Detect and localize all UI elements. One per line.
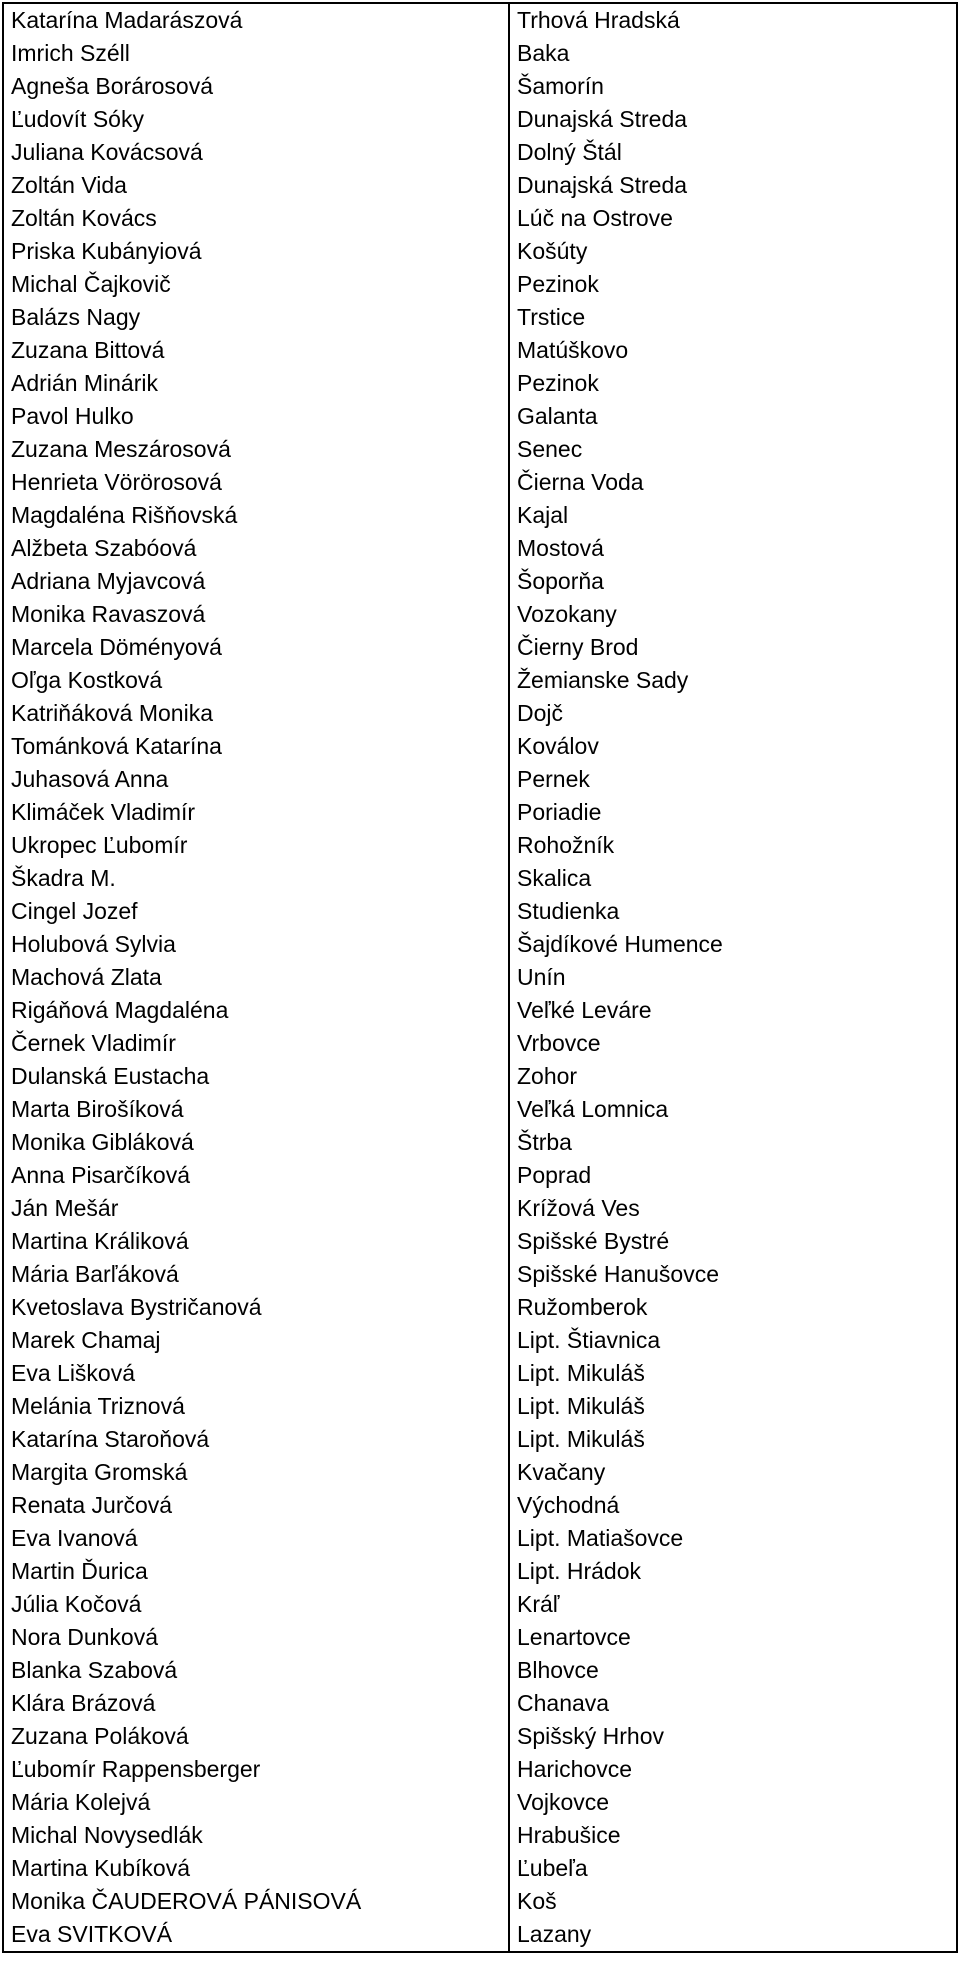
table-row bbox=[3, 1819, 957, 1852]
name-cell: Klimáček Vladimír bbox=[3, 796, 509, 829]
table-row bbox=[3, 1357, 957, 1390]
place-cell: Kráľ bbox=[509, 1588, 957, 1621]
table-row bbox=[3, 1687, 957, 1720]
table-row bbox=[3, 598, 957, 631]
place-cell: Vozokany bbox=[509, 598, 957, 631]
table-row bbox=[3, 1654, 957, 1687]
name-cell: Martin Ďurica bbox=[3, 1555, 509, 1588]
table-row bbox=[3, 1126, 957, 1159]
place-cell: Poriadie bbox=[509, 796, 957, 829]
table-row bbox=[3, 730, 957, 763]
name-cell: Katriňáková Monika bbox=[3, 697, 509, 730]
table-row bbox=[3, 1555, 957, 1588]
place-cell: Krížová Ves bbox=[509, 1192, 957, 1225]
name-cell: Monika ČAUDEROVÁ PÁNISOVÁ bbox=[3, 1885, 509, 1918]
place-cell: Pezinok bbox=[509, 268, 957, 301]
table-row bbox=[3, 235, 957, 268]
place-cell: Koš bbox=[509, 1885, 957, 1918]
table-row bbox=[3, 1720, 957, 1753]
table-row bbox=[3, 697, 957, 730]
table-row bbox=[3, 862, 957, 895]
table-row bbox=[3, 136, 957, 169]
place-cell: Lipt. Mikuláš bbox=[509, 1390, 957, 1423]
name-cell: Holubová Sylvia bbox=[3, 928, 509, 961]
place-cell: Harichovce bbox=[509, 1753, 957, 1786]
table-row bbox=[3, 1159, 957, 1192]
place-cell: Galanta bbox=[509, 400, 957, 433]
place-cell: Východná bbox=[509, 1489, 957, 1522]
name-cell: Kvetoslava Bystričanová bbox=[3, 1291, 509, 1324]
table-row bbox=[3, 1258, 957, 1291]
place-cell: Lipt. Štiavnica bbox=[509, 1324, 957, 1357]
table-row bbox=[3, 301, 957, 334]
place-cell: Poprad bbox=[509, 1159, 957, 1192]
name-cell: Škadra M. bbox=[3, 862, 509, 895]
place-cell: Unín bbox=[509, 961, 957, 994]
place-cell: Dunajská Streda bbox=[509, 103, 957, 136]
table-row bbox=[3, 400, 957, 433]
name-cell: Eva Ivanová bbox=[3, 1522, 509, 1555]
table-row bbox=[3, 796, 957, 829]
name-cell: Alžbeta Szabóová bbox=[3, 532, 509, 565]
table-row bbox=[3, 565, 957, 598]
place-cell: Lúč na Ostrove bbox=[509, 202, 957, 235]
table-body bbox=[3, 3, 957, 1952]
table-row bbox=[3, 895, 957, 928]
name-cell: Júlia Kočová bbox=[3, 1588, 509, 1621]
name-cell: Blanka Szabová bbox=[3, 1654, 509, 1687]
table-row bbox=[3, 994, 957, 1027]
name-cell: Mária Kolejvá bbox=[3, 1786, 509, 1819]
name-cell: Balázs Nagy bbox=[3, 301, 509, 334]
name-cell: Imrich Széll bbox=[3, 37, 509, 70]
place-cell: Košúty bbox=[509, 235, 957, 268]
table-row bbox=[3, 664, 957, 697]
place-cell: Lipt. Hrádok bbox=[509, 1555, 957, 1588]
name-cell: Anna Pisarčíková bbox=[3, 1159, 509, 1192]
place-cell: Senec bbox=[509, 433, 957, 466]
name-cell: Tománková Katarína bbox=[3, 730, 509, 763]
name-cell: Michal Novysedlák bbox=[3, 1819, 509, 1852]
name-cell: Monika Ravaszová bbox=[3, 598, 509, 631]
table-row bbox=[3, 1522, 957, 1555]
name-cell: Marek Chamaj bbox=[3, 1324, 509, 1357]
place-cell: Blhovce bbox=[509, 1654, 957, 1687]
table-row bbox=[3, 367, 957, 400]
name-cell: Margita Gromská bbox=[3, 1456, 509, 1489]
name-cell: Michal Čajkovič bbox=[3, 268, 509, 301]
name-cell: Agneša Borárosová bbox=[3, 70, 509, 103]
place-cell: Trhová Hradská bbox=[509, 3, 957, 37]
name-cell: Marcela Döményová bbox=[3, 631, 509, 664]
name-cell: Henrieta Vörörosová bbox=[3, 466, 509, 499]
table-row bbox=[3, 1027, 957, 1060]
place-cell: Lipt. Mikuláš bbox=[509, 1423, 957, 1456]
name-cell: Mária Barľáková bbox=[3, 1258, 509, 1291]
table-row bbox=[3, 928, 957, 961]
place-cell: Zohor bbox=[509, 1060, 957, 1093]
table-row bbox=[3, 1093, 957, 1126]
name-cell: Adrián Minárik bbox=[3, 367, 509, 400]
table-row bbox=[3, 499, 957, 532]
place-cell: Štrba bbox=[509, 1126, 957, 1159]
table-row bbox=[3, 1786, 957, 1819]
place-cell: Matúškovo bbox=[509, 334, 957, 367]
place-cell: Ľubeľa bbox=[509, 1852, 957, 1885]
name-cell: Martina Kubíková bbox=[3, 1852, 509, 1885]
place-cell: Ružomberok bbox=[509, 1291, 957, 1324]
name-cell: Renata Jurčová bbox=[3, 1489, 509, 1522]
name-cell: Melánia Triznová bbox=[3, 1390, 509, 1423]
place-cell: Pezinok bbox=[509, 367, 957, 400]
name-cell: Eva Lišková bbox=[3, 1357, 509, 1390]
table-row bbox=[3, 1456, 957, 1489]
name-cell: Magdaléna Rišňovská bbox=[3, 499, 509, 532]
name-cell: Juliana Kovácsová bbox=[3, 136, 509, 169]
name-cell: Rigáňová Magdaléna bbox=[3, 994, 509, 1027]
name-cell: Dulanská Eustacha bbox=[3, 1060, 509, 1093]
names-places-table bbox=[2, 2, 958, 1953]
place-cell: Trstice bbox=[509, 301, 957, 334]
table-row bbox=[3, 466, 957, 499]
place-cell: Spišský Hrhov bbox=[509, 1720, 957, 1753]
table-row bbox=[3, 37, 957, 70]
table-row bbox=[3, 334, 957, 367]
place-cell: Dolný Štál bbox=[509, 136, 957, 169]
name-cell: Zoltán Kovács bbox=[3, 202, 509, 235]
table-row bbox=[3, 103, 957, 136]
table-row bbox=[3, 532, 957, 565]
place-cell: Hrabušice bbox=[509, 1819, 957, 1852]
place-cell: Čierny Brod bbox=[509, 631, 957, 664]
name-cell: Martina Králiková bbox=[3, 1225, 509, 1258]
place-cell: Vojkovce bbox=[509, 1786, 957, 1819]
name-cell: Zuzana Poláková bbox=[3, 1720, 509, 1753]
place-cell: Čierna Voda bbox=[509, 466, 957, 499]
table-row bbox=[3, 1423, 957, 1456]
name-cell: Machová Zlata bbox=[3, 961, 509, 994]
table-row bbox=[3, 1753, 957, 1786]
place-cell: Žemianske Sady bbox=[509, 664, 957, 697]
name-cell: Juhasová Anna bbox=[3, 763, 509, 796]
place-cell: Skalica bbox=[509, 862, 957, 895]
place-cell: Lipt. Matiašovce bbox=[509, 1522, 957, 1555]
table-row bbox=[3, 1291, 957, 1324]
place-cell: Šoporňa bbox=[509, 565, 957, 598]
name-cell: Cingel Jozef bbox=[3, 895, 509, 928]
table-row bbox=[3, 3, 957, 37]
place-cell: Chanava bbox=[509, 1687, 957, 1720]
name-cell: Pavol Hulko bbox=[3, 400, 509, 433]
table-row bbox=[3, 1885, 957, 1918]
name-cell: Nora Dunková bbox=[3, 1621, 509, 1654]
table-row bbox=[3, 763, 957, 796]
name-cell: Zuzana Meszárosová bbox=[3, 433, 509, 466]
name-cell: Monika Gibláková bbox=[3, 1126, 509, 1159]
table-row bbox=[3, 1192, 957, 1225]
name-cell: Oľga Kostková bbox=[3, 664, 509, 697]
name-cell: Eva SVITKOVÁ bbox=[3, 1918, 509, 1952]
name-cell: Ľudovít Sóky bbox=[3, 103, 509, 136]
place-cell: Kvačany bbox=[509, 1456, 957, 1489]
table-row bbox=[3, 1918, 957, 1952]
table-row bbox=[3, 1588, 957, 1621]
name-cell: Ukropec Ľubomír bbox=[3, 829, 509, 862]
table-row bbox=[3, 1852, 957, 1885]
place-cell: Studienka bbox=[509, 895, 957, 928]
place-cell: Spišské Hanušovce bbox=[509, 1258, 957, 1291]
name-cell: Katarína Staroňová bbox=[3, 1423, 509, 1456]
place-cell: Šamorín bbox=[509, 70, 957, 103]
place-cell: Dunajská Streda bbox=[509, 169, 957, 202]
place-cell: Koválov bbox=[509, 730, 957, 763]
place-cell: Kajal bbox=[509, 499, 957, 532]
name-cell: Černek Vladimír bbox=[3, 1027, 509, 1060]
name-cell: Adriana Myjavcová bbox=[3, 565, 509, 598]
table-row bbox=[3, 268, 957, 301]
place-cell: Veľká Lomnica bbox=[509, 1093, 957, 1126]
name-cell: Marta Birošíková bbox=[3, 1093, 509, 1126]
place-cell: Šajdíkové Humence bbox=[509, 928, 957, 961]
place-cell: Lenartovce bbox=[509, 1621, 957, 1654]
table-row bbox=[3, 1390, 957, 1423]
table-row bbox=[3, 631, 957, 664]
table-row bbox=[3, 829, 957, 862]
place-cell: Lazany bbox=[509, 1918, 957, 1952]
name-cell: Priska Kubányiová bbox=[3, 235, 509, 268]
name-cell: Zoltán Vida bbox=[3, 169, 509, 202]
table-row bbox=[3, 1060, 957, 1093]
place-cell: Dojč bbox=[509, 697, 957, 730]
table-row bbox=[3, 169, 957, 202]
place-cell: Pernek bbox=[509, 763, 957, 796]
name-cell: Ján Mešár bbox=[3, 1192, 509, 1225]
table-row bbox=[3, 1324, 957, 1357]
name-cell: Ľubomír Rappensberger bbox=[3, 1753, 509, 1786]
place-cell: Lipt. Mikuláš bbox=[509, 1357, 957, 1390]
place-cell: Veľké Leváre bbox=[509, 994, 957, 1027]
table-row bbox=[3, 202, 957, 235]
table-row bbox=[3, 70, 957, 103]
place-cell: Mostová bbox=[509, 532, 957, 565]
place-cell: Baka bbox=[509, 37, 957, 70]
table-row bbox=[3, 961, 957, 994]
table-row bbox=[3, 433, 957, 466]
place-cell: Vrbovce bbox=[509, 1027, 957, 1060]
table-row bbox=[3, 1489, 957, 1522]
name-cell: Zuzana Bittová bbox=[3, 334, 509, 367]
name-cell: Klára Brázová bbox=[3, 1687, 509, 1720]
table-row bbox=[3, 1225, 957, 1258]
place-cell: Rohožník bbox=[509, 829, 957, 862]
name-cell: Katarína Madarászová bbox=[3, 3, 509, 37]
table-row bbox=[3, 1621, 957, 1654]
place-cell: Spišské Bystré bbox=[509, 1225, 957, 1258]
